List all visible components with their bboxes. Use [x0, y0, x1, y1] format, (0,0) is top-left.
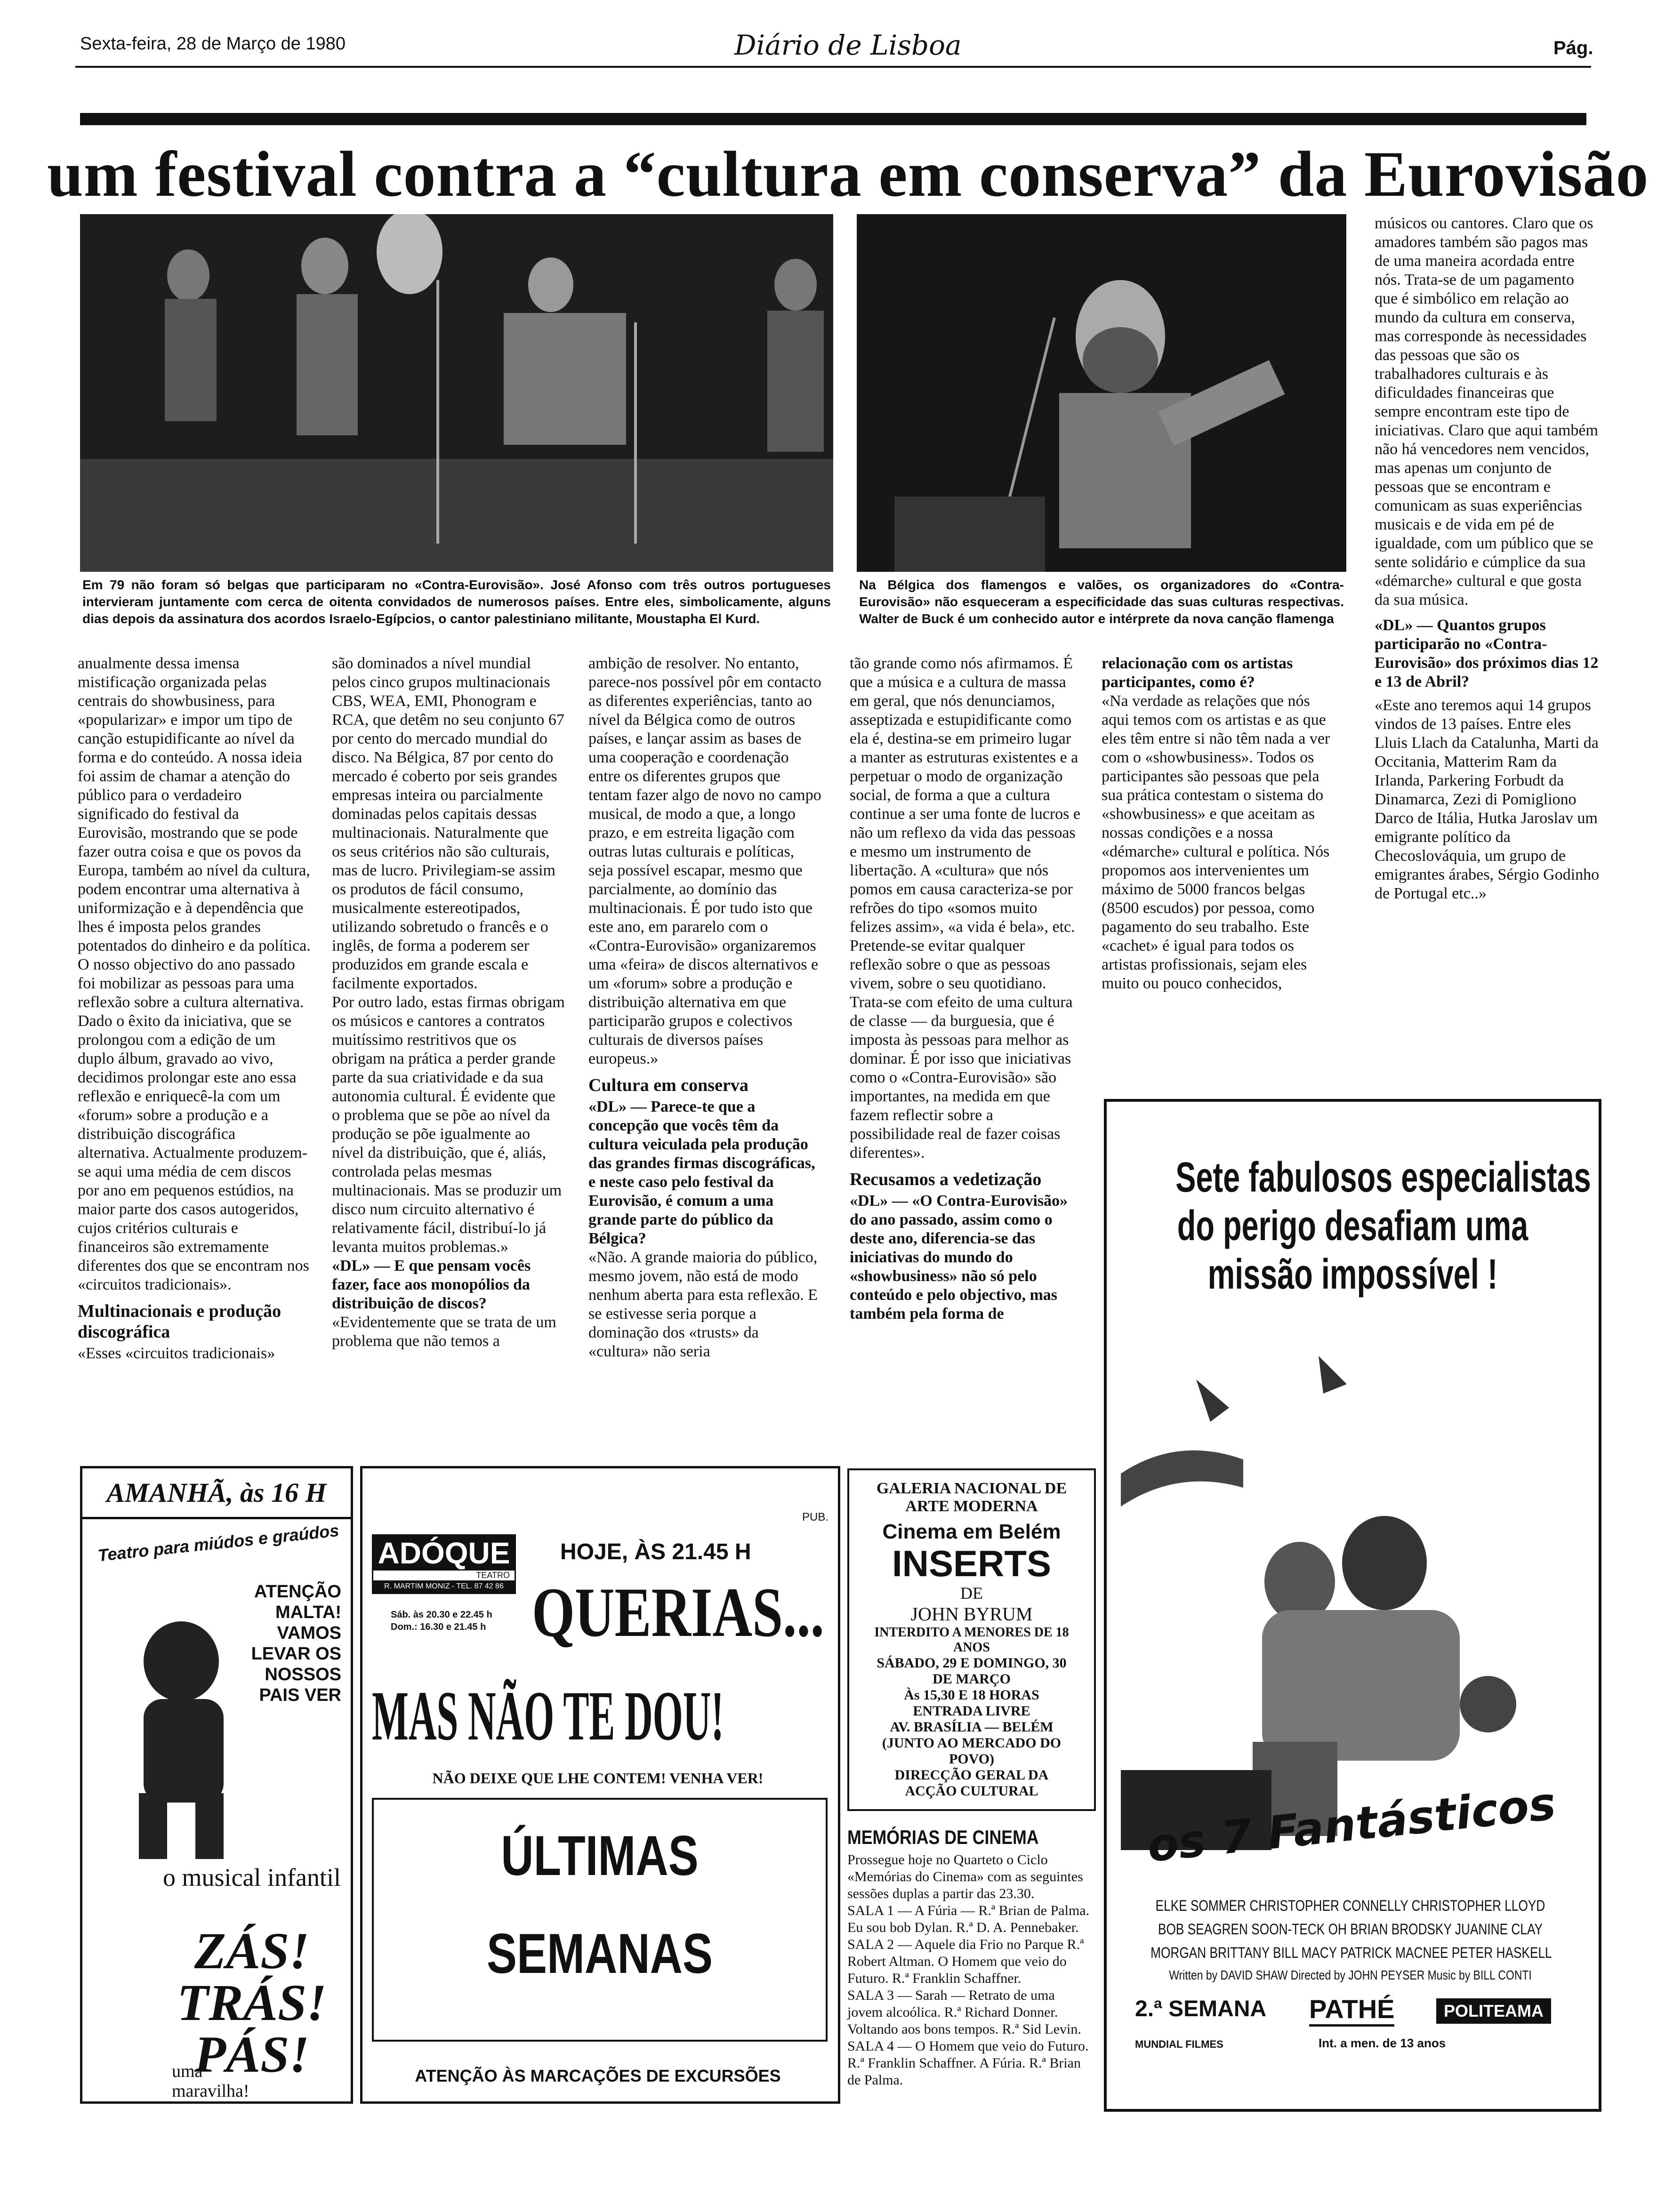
paragraph: «Este ano teremos aqui 14 grupos vindos de 13 países. Entre eles Lluis Llach da Catalunha, Marti da Occitania, Matterim Ram da Irlanda, Parkering Forbudt da Dinamarca, Zezi di Pomigliono Darco de Itália, Hutka Jaroslav um emigrante político da Checoslováquia, um grupo de emigrantes árabes, Sérgio Godinho de Portugal etc..» [1375, 697, 1600, 902]
memorias-session: SALA 4 — O Homem que veio do Futuro. R.ª Franklin Schaffner. A Fúria. R.ª Brian de Palma. [847, 2038, 1089, 2088]
masthead-title: Diário de Lisboa [734, 29, 962, 61]
article-column-5 [1102, 654, 1337, 993]
ad-kids-attention: ATENÇÃO MALTA! VAMOS LEVAR OS NOSSOS PAIS VER [251, 1582, 341, 1705]
ad-adoque-groups: ATENÇÃO ÀS MARCAÇÕES DE EXCURSÕES [415, 2066, 781, 2085]
movie-distributor-pathe: PATHÉ [1309, 1994, 1394, 2027]
interview-question: relacionação com os artistas participantes, como é? [1102, 655, 1293, 691]
ad-adoque-theatre [360, 1466, 840, 2104]
ad-kids-musical-label: o musical infantil [163, 1863, 341, 1891]
memorias-session: SALA 3 — Sarah — Retrato de uma jovem alcoólica. R.ª Richard Donner. Voltando aos bons tempos. R.ª Sid Levin. [847, 1988, 1081, 2037]
subheading: Multinacionais e produção discográfica [78, 1301, 282, 1342]
masthead-date: Sexta-feira, 28 de Março de 1980 [80, 34, 346, 54]
paragraph: Por outro lado, estas firmas obrigam os músicos e cantores a contratos muitíssimo restritivos que os obrigam na prática a perder grande parte da sua criatividade e da sua autonomia cultural. É evidente que o problema que se põe ao nível da produção se põe igualmente ao nível da distribuição, que é, aliás, controlada pelas mesmas multinacionais. Mas se produzir um disco num circuito alternativo é relativamente fácil, distribuí-lo já levanta muitos problemas.» [332, 994, 565, 1256]
ad-galeria-inserts [847, 1468, 1096, 1811]
ad-kids-marvel: uma maravilha! [172, 2061, 249, 2101]
child-illustration [111, 1619, 252, 1864]
paragraph: «Na verdade as relações que nós aqui temos com os artistas e as que eles têm entre si não têm nada a ver com o «showbusiness». Todos os participantes são pessoas que pela sua prática contestam o sistema do «showbusiness» e que aceitam as nossas condições e a nossa «démarche» cultural e política. Nós propomos aos intervenientes um máximo de 5000 francos belgas (8500 escudos) por pessoa, como pagamento do seu trabalho. Este «cachet» é igual para todos os artistas profissionais, sejam eles muito ou pouco conhecidos, [1102, 692, 1330, 992]
ad-galeria-film: INSERTS [892, 1543, 1052, 1584]
ad-kids-tomorrow: AMANHÃ, às 16 H [82, 1468, 351, 1519]
ad-adoque-title-2: MAS NÃO TE DOU! [372, 1677, 724, 1755]
paragraph: tão grande como nós afirmamos. É que a música e a cultura de massa em geral, que nós denunciamos, asseptizada e estupidificante como ela é, destina-se em primeiro lugar a manter as estruturas existentes e a perpetuar o modo de organização social, de forma a que a cultura continue a ser uma fonte de lucros e não um reflexo da vida das pessoas e mesmo um instrumento de libertação. A «cultura» que nós pomos em causa caracteriza-se por refrões do tipo «somos muito felizes assim», «a vida é bela», etc. Pretende-se evitar qualquer reflexão sobre o que as pessoas vivem, sobre o seu quotidiano. Trata-se com efeito de uma cultura de classe — da burguesia, que é imposta às pessoas para melhor as dominar. É por isso que iniciativas como o «Contra-Eurovisão» são importantes, na medida em que fazem reflectir sobre a possibilidade real de fazer coisas diferentes». [850, 655, 1080, 1162]
ad-adoque-title-1: QUERIAS... [532, 1573, 824, 1651]
movie-poster-art [1121, 1318, 1582, 1850]
caption-right: Na Bélgica dos flamengos e valões, os organizadores do «Contra-Eurovisão» não esqueceram a especificidade das suas culturas respectivas. Walter de Buck é um conhecido autor e intérprete da nova canção flamenga [859, 577, 1344, 626]
ad-os-7-fantasticos [1104, 1099, 1601, 2112]
article-column-1 [78, 654, 311, 1363]
movie-tagline-2: do perigo desafiam uma [1177, 1202, 1528, 1250]
paragraph: anualmente dessa imensa mistificação organizada pelas centrais do showbusiness, para «popularizar» e impor um tipo de canção estupidificante ao nível da forma e do conteúdo. A nossa ideia foi assim de chamar a atenção do público para o verdadeiro significado do festival da Eurovisão, mostrando que se pode fazer outra coisa e que os povos da Europa, também ao nível da cultura, podem encontrar uma alternativa à uniformização e à dependência que lhes é imposta pelos grandes potentados do dinheiro e da política. [78, 655, 311, 954]
ad-adoque-logo-name: ADÓQUE [373, 1536, 515, 1571]
memorias-intro: Prossegue hoje no Quarteto o Ciclo «Memórias do Cinema» com as seguintes sessões duplas a partir das 23.30. [847, 1852, 1083, 1901]
ad-adoque-logo-sub: TEATRO [476, 1571, 510, 1580]
movie-tagline-3: missão impossível ! [1207, 1251, 1498, 1298]
movie-distributor-mundial: MUNDIAL FILMES [1135, 2038, 1223, 2050]
movie-title: os 7 Fantásticos [1145, 1777, 1558, 1873]
photo-concert-group [80, 214, 833, 572]
ad-adoque-today: HOJE, ÀS 21.45 H [560, 1539, 751, 1564]
ad-adoque-times-1: Sáb. às 20.30 e 22.45 h [391, 1610, 492, 1620]
subheading: Cultura em conserva [588, 1075, 748, 1095]
ad-kids-musical [80, 1466, 353, 2104]
headline-bar [80, 113, 1586, 125]
ad-galeria-rating: INTERDITO A MENORES DE 18 ANOS [874, 1625, 1069, 1655]
ad-galeria-direction: DIRECÇÃO GERAL DA ACÇÃO CULTURAL [894, 1767, 1049, 1799]
article-column-6 [1375, 214, 1601, 903]
ad-adoque-pub: PUB. [802, 1511, 828, 1523]
ad-kids-pas: PÁS! [194, 2026, 310, 2083]
interview-question: «DL» — Parece-te que a concepção que vocês têm da cultura veiculada pela produção das grandes firmas discográficas, e neste caso pelo festival da Eurovisão, é comum a uma grande parte do público da Bélgica? [588, 1098, 815, 1247]
movie-rating: Int. a men. de 13 anos [1319, 2036, 1446, 2050]
paragraph: músicos ou cantores. Claro que os amadores também são pagos mas de uma maneira acordada entre nós. Trata-se de um pagamento que é simbólico em relação ao mundo da cultura em conserva, mas corresponde às necessidades das pessoas que são os trabalhadores culturais e às dificuldades financeiras que sempre encontram este tipo de iniciativas. Claro que aqui também não há vencedores nem vencidos, mas apenas um conjunto de pessoas que se encontram e comunicam as suas experiências musicais e de vida em pé de igualdade, com um público que se sente solidário e cúmplice da sua «démarche» cultural e que gosta da sua música. [1375, 215, 1598, 609]
paragraph: «Esses «circuitos tradicionais» [78, 1345, 275, 1362]
movie-cast-3: MORGAN BRITTANY BILL MACY PATRICK MACNEE PETER HASKELL [1150, 1944, 1552, 1961]
memorias-de-cinema [847, 1826, 1092, 2089]
memorias-session: SALA 2 — Aquele dia Frio no Parque R.ª Robert Altman. O Homem que veio do Futuro. R.ª Franklin Schaffner. [847, 1937, 1084, 1986]
ad-galeria-dates: SÁBADO, 29 E DOMINGO, 30 DE MARÇO [877, 1655, 1067, 1687]
ad-galeria-director: JOHN BYRUM [910, 1603, 1033, 1625]
movie-credits: Written by DAVID SHAW Directed by JOHN PEYSER Music by BILL CONTI [1169, 1968, 1532, 1982]
movie-cast-1: ELKE SOMMER CHRISTOPHER CONNELLY CHRISTOPHER LLOYD [1155, 1897, 1545, 1914]
ad-galeria-hours: Às 15,30 E 18 HORAS [904, 1687, 1039, 1703]
ad-galeria-entry: ENTRADA LIVRE [913, 1703, 1030, 1719]
memorias-session: SALA 1 — A Fúria — R.ª Brian de Palma. Eu sou bob Dylan. R.ª D. A. Pennebaker. [847, 1903, 1090, 1935]
paragraph: ambição de resolver. No entanto, parece-nos possível pôr em contacto as diferentes experiências, tanto ao nível da Bélgica como de outros países, e lançar assim as bases de uma cooperação e coordenação entre os diferentes grupos que tentam fazer algo de novo no campo musical, de modo a que, a longo prazo, e em estreita ligação com outras lutas culturais e políticas, seja possível escapar, mesmo que parcialmente, ao domínio das multinacionais. É por tudo isto que este ano, em pararelo com o «Contra-Eurovisão» organizaremos uma «feira» de discos alternativos e um «forum» sobre a produção e distribuição alternativa em que participarão grupos e colectivos culturais de diversos países europeus.» [588, 655, 821, 1067]
movie-cinema-politeama: POLITEAMA [1436, 1998, 1551, 2024]
ad-adoque-address: R. MARTIM MONIZ - TEL. 87 42 86 [373, 1580, 515, 1593]
subheading: Recusamos a vedetização [850, 1170, 1042, 1189]
ad-adoque-logo [372, 1534, 516, 1594]
movie-cast-2: BOB SEAGREN SOON-TECK OH BRIAN BRODSKY JUANINE CLAY [1158, 1921, 1543, 1938]
movie-tagline-1: Sete fabulosos especialistas [1175, 1154, 1591, 1201]
ad-galeria-de: DE [960, 1584, 983, 1603]
ad-adoque-tagline: NÃO DEIXE QUE LHE CONTEM! VENHA VER! [432, 1770, 764, 1787]
masthead-rule [75, 66, 1591, 68]
ad-adoque-times-2: Dom.: 16.30 e 21.45 h [391, 1622, 486, 1632]
paragraph: O nosso objectivo do ano passado foi mobilizar as pessoas para uma reflexão sobre a cultura alternativa. Dado o êxito da iniciativa, que se prolongou com a edição de um duplo álbum, gravado ao vivo, decidimos prolongar este ano essa reflexão e enriquecê-la com um «forum» sobre a produção e a distribuição discográfica alternativa. Actualmente produzem-se aqui uma média de cem discos por ano em pequenos estúdios, na maior parte dos casos autogeridos, cujos critérios culturais e financeiros são extremamente diferentes dos que se encontram nos «circuitos tradicionais». [78, 956, 309, 1293]
ad-kids-zas: ZÁS! [194, 1922, 310, 1980]
interview-question: «DL» — «O Contra-Eurovisão» do ano passado, assim como o deste ano, diferencia-se das iniciativas do mundo do «showbusiness» não só pelo conteúdo e pelo objectivo, mas também pela forma de [850, 1192, 1068, 1322]
ad-galeria-org: GALERIA NACIONAL DE ARTE MODERNA [876, 1480, 1067, 1515]
caption-left: Em 79 não foram só belgas que participaram no «Contra-Eurovisão». José Afonso com três outros portugueses intervieram juntamente com cerca de oitenta convidados de numerosos países. Entre eles, simbolicamente, alguns dias depois da assinatura dos acordos Israelo-Egípcios, o cantor palestiniano militante, Moustapha El Kurd. [82, 577, 831, 626]
interview-question: «DL» — E que pensam vocês fazer, face aos monopólios da distribuição de discos? [332, 1257, 531, 1312]
article-column-2 [332, 654, 565, 1351]
paragraph: são dominados a nível mundial pelos cinco grupos multinacionais CBS, WEA, EMI, Phonogram e RCA, que detêm no seu conjunto 67 por cento do mercado mundial do disco. Na Bélgica, 87 por cento do mercado é coberto por seis grandes empresas inteira ou parcialmente dominadas pelos capitais dessas multinacionais. Naturalmente que os seus critérios não são culturais, mas de lucro. Privilegiam-se assim os produtos de fácil consumo, musicalmente estereotipados, utilizando sobretudo o francês e o inglês, de forma a poderem ser produzidos em grande escala e facilmente exportados. [332, 655, 564, 992]
paragraph: «Não. A grande maioria do público, mesmo jovem, não está de modo nenhum aberta para esta reflexão. E se estivesse seria porque a dominação dos «trusts» da «cultura» não seria [588, 1249, 818, 1360]
ad-galeria-address: AV. BRASÍLIA — BELÉM (JUNTO AO MERCADO DO POVO) [882, 1719, 1062, 1767]
ad-adoque-last-box [372, 1798, 828, 2042]
photo-walter-de-buck [857, 214, 1346, 572]
interview-question: «DL» — Quantos grupos participarão no «Contra-Eurovisão» dos próximos dias 12 e 13 de Abril? [1375, 617, 1599, 690]
ad-galeria-cinema: Cinema em Belém [882, 1520, 1061, 1543]
paragraph: «Evidentemente que se trata de um problema que não temos a [332, 1314, 556, 1350]
ad-adoque-last-2: SEMANAS [486, 1922, 713, 1985]
movie-week: 2.ª SEMANA [1135, 1996, 1267, 2021]
ad-kids-theatre: Teatro para miúdos e graúdos [97, 1520, 340, 1565]
ad-kids-tras: TRÁS! [177, 1974, 327, 2031]
headline: um festival contra a “cultura em conserva” da Eurovisão [47, 138, 1649, 210]
article-column-4 [850, 654, 1080, 1323]
article-column-3 [588, 654, 821, 1361]
ad-adoque-last-1: ÚLTIMAS [501, 1824, 699, 1887]
page-number: Pág. [1553, 38, 1593, 58]
memorias-title: MEMÓRIAS DE CINEMA [847, 1826, 1039, 1848]
